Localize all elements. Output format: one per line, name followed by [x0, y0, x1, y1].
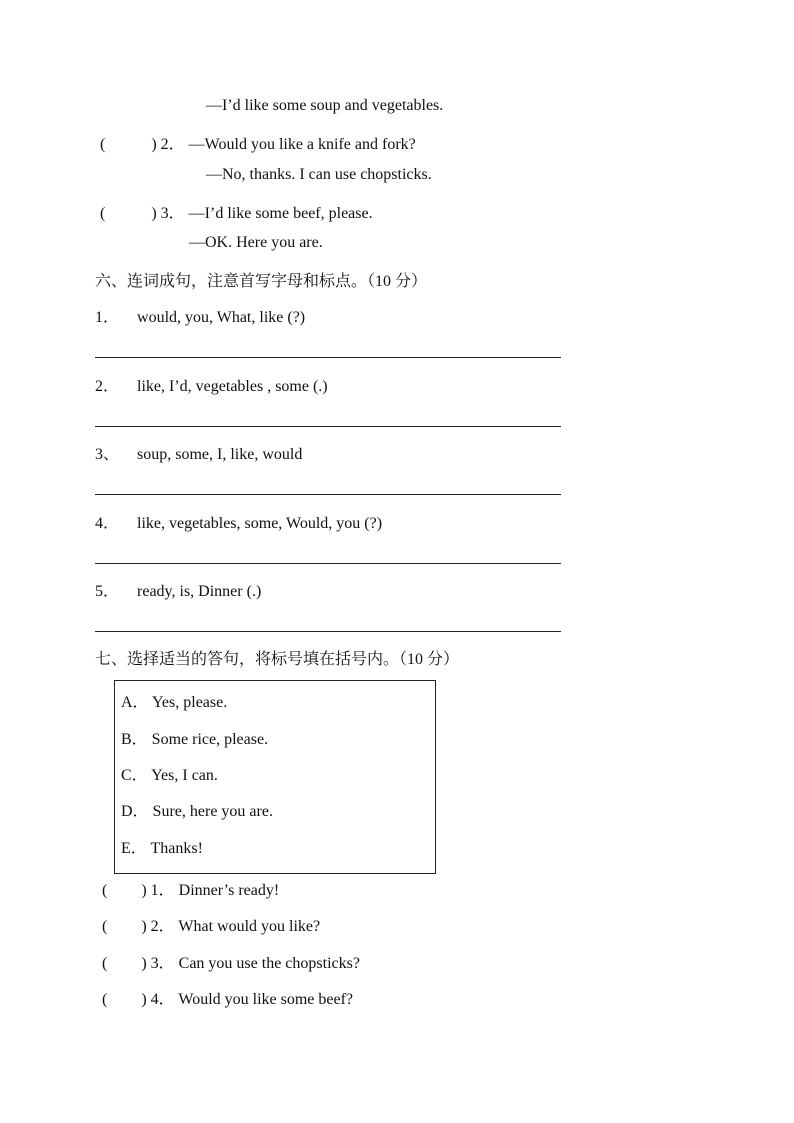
q2-row	[100, 131, 416, 154]
reorder-item	[95, 373, 328, 396]
q3-answer-line: —OK. Here you are.	[189, 234, 323, 251]
answer-paren-open[interactable]: (	[102, 918, 108, 935]
answer-paren-open: (	[100, 205, 106, 222]
match-question	[102, 913, 320, 936]
answer-line[interactable]	[95, 426, 561, 427]
section7-title: 七、选择适当的答句，将标号填在括号内。（10 分）	[95, 651, 460, 668]
question-text: —Would you like a knife and fork?	[188, 136, 416, 153]
answer-line[interactable]	[95, 494, 561, 495]
answer-paren-close: )	[141, 955, 147, 972]
item-words: would, you, What, like (?)	[137, 309, 306, 326]
section6-title: 六、连词成句，注意首写字母和标点。（10 分）	[95, 273, 428, 290]
answer-paren-close: )	[141, 918, 147, 935]
question-text: 2． What would you like?	[150, 918, 321, 935]
answer-paren-open[interactable]: (	[102, 991, 108, 1008]
match-question	[102, 877, 279, 900]
q3-row	[100, 200, 373, 223]
answer-paren-close: )	[151, 205, 157, 222]
reorder-item	[95, 441, 302, 464]
q2-answer-line: —No, thanks. I can use chopsticks.	[206, 166, 432, 183]
answer-paren-open[interactable]: (	[102, 882, 108, 899]
reorder-item	[95, 304, 305, 327]
item-number: 1．	[95, 309, 120, 326]
reorder-item	[95, 578, 261, 601]
answer-paren-close: )	[141, 882, 147, 899]
item-number: 5．	[95, 583, 120, 600]
item-words: soup, some, I, like, would	[137, 446, 303, 463]
q1-answer-line: —I’d like some soup and vegetables.	[206, 97, 444, 114]
answer-paren-close: )	[141, 991, 147, 1008]
option-item: B． Some rice, please.	[121, 731, 269, 748]
item-words: like, I’d, vegetables , some (.)	[137, 378, 328, 395]
answer-paren-open: (	[100, 136, 106, 153]
option-item: A． Yes, please.	[121, 694, 228, 711]
reorder-item	[95, 510, 382, 533]
item-number: 4．	[95, 515, 120, 532]
question-number: 3．	[160, 205, 185, 222]
match-question	[102, 950, 360, 973]
item-words: ready, is, Dinner (.)	[137, 583, 262, 600]
question-text: —I’d like some beef, please.	[188, 205, 373, 222]
match-question	[102, 986, 353, 1009]
item-number: 2．	[95, 378, 120, 395]
answer-line[interactable]	[95, 563, 561, 564]
question-text: 4． Would you like some beef?	[150, 991, 354, 1008]
item-number: 3、	[95, 446, 120, 463]
question-text: 3． Can you use the chopsticks?	[150, 955, 360, 972]
answer-line[interactable]	[95, 631, 561, 632]
item-words: like, vegetables, some, Would, you (?)	[137, 515, 383, 532]
answer-line[interactable]	[95, 357, 561, 358]
option-item: D． Sure, here you are.	[121, 803, 273, 820]
answer-paren-open[interactable]: (	[102, 955, 108, 972]
question-number: 2．	[160, 136, 185, 153]
question-text: 1． Dinner’s ready!	[150, 882, 280, 899]
option-item: C． Yes, I can.	[121, 767, 218, 784]
option-item: E． Thanks!	[121, 840, 203, 857]
answer-paren-close: )	[151, 136, 157, 153]
